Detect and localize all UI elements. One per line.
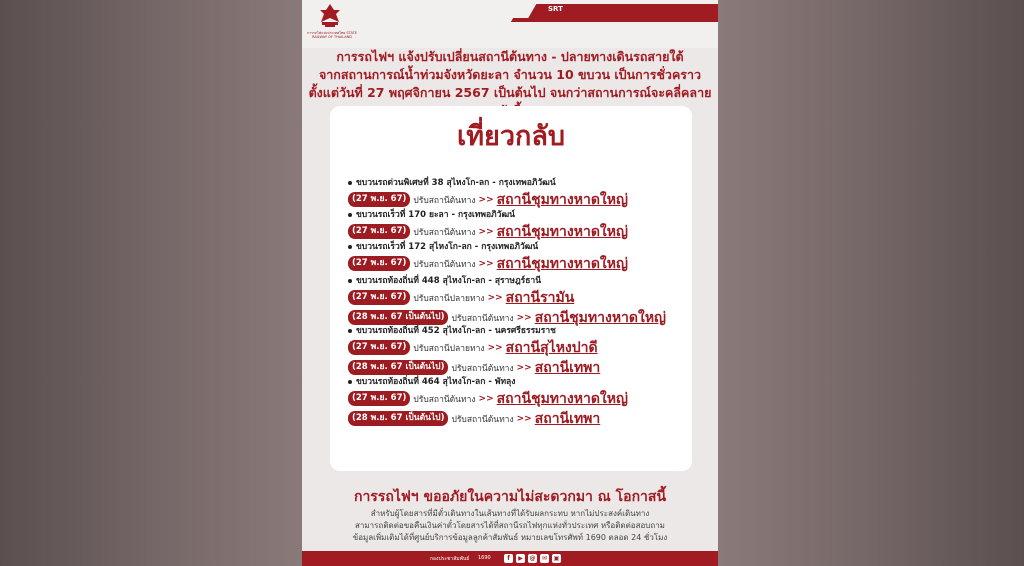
note-line: สามารถติดต่อขอคืนเงินค่าตั๋วโดยสารได้ที่สถานีรถไฟทุกแห่งทั่วประเทศ หรือติดต่อสอบถาม xyxy=(355,521,665,530)
date-pill: (28 พ.ย. 67 เป็นต้นไป) xyxy=(348,310,448,325)
route-change xyxy=(348,222,688,241)
route-title: ขบวนรถเร็วที่ 170 ยะลา - กรุงเทพอภิวัฒน์ xyxy=(348,210,688,221)
station-name: สถานีสุไหงปาดี xyxy=(505,339,598,356)
arrow-icon: >> xyxy=(516,362,532,373)
date-pill: (28 พ.ย. 67 เป็นต้นไป) xyxy=(348,360,448,375)
date-pill: (27 พ.ย. 67) xyxy=(348,192,410,207)
logo-caption: การรถไฟแห่งประเทศไทย STATE RAILWAY OF THAILAND xyxy=(307,31,357,39)
route-item xyxy=(348,178,688,209)
station-name: สถานีชุมทางหาดใหญ่ xyxy=(534,309,666,326)
note-line: ข้อมูลเพิ่มเติมได้ที่ศูนย์บริการข้อมูลลูกค้าสัมพันธ์ หมายเลขโทรศัพท์ 1690 ตลอด 24 ชั่วโมง xyxy=(352,533,668,542)
arrow-icon: >> xyxy=(487,342,503,353)
change-label: ปรับสถานีต้นทาง xyxy=(451,414,514,425)
route-title: ขบวนรถท้องถิ่นที่ 464 สุไหงโก-ลก - พัทลุง xyxy=(348,377,688,388)
footer-hotline: 1690 xyxy=(478,555,491,561)
route-change xyxy=(348,190,688,209)
station-name: สถานีชุมทางหาดใหญ่ xyxy=(496,390,628,407)
date-pill: (27 พ.ย. 67) xyxy=(348,340,410,355)
announcement-poster xyxy=(302,0,718,566)
header-stripe-thin xyxy=(511,18,718,22)
route-title: ขบวนรถด่วนพิเศษที่ 38 สุไหงโก-ลก - กรุงเทพอภิวัฒน์ xyxy=(348,178,688,189)
apology-text: การรถไฟฯ ขออภัยในความไม่สะดวกมา ณ โอกาสนี้ xyxy=(353,489,667,505)
change-label: ปรับสถานีต้นทาง xyxy=(413,259,476,270)
station-name: สถานีเทพา xyxy=(534,359,601,376)
route-item xyxy=(348,276,688,327)
change-label: ปรับสถานีต้นทาง xyxy=(413,394,476,405)
arrow-icon: >> xyxy=(487,292,503,303)
youtube-icon[interactable]: ▶ xyxy=(516,554,525,563)
route-title: ขบวนรถเร็วที่ 172 สุไหงโก-ลก - กรุงเทพอภิวัฒน์ xyxy=(348,242,688,253)
header-line: การรถไฟฯ แจ้งปรับเปลี่ยนสถานีต้นทาง - ปลายทางเดินรถสายใต้ xyxy=(336,49,684,64)
route-change xyxy=(348,308,688,327)
mail-icon[interactable]: ✉ xyxy=(541,555,548,562)
station-name: สถานีเทพา xyxy=(534,410,601,427)
date-pill: (27 พ.ย. 67) xyxy=(348,290,410,305)
qr-code-icon[interactable]: ▣ xyxy=(553,555,560,562)
route-item xyxy=(348,326,688,377)
facebook-icon[interactable]: f xyxy=(504,554,513,563)
station-name: สถานีชุมทางหาดใหญ่ xyxy=(496,191,628,208)
date-pill: (27 พ.ย. 67) xyxy=(348,224,410,239)
header-line: ตั้งแต่วันที่ 27 พฤศจิกายน 2567 เป็นต้นไป จนกว่าสถานการณ์จะคลี่คลาย xyxy=(308,85,712,100)
change-label: ปรับสถานีต้นทาง xyxy=(451,313,514,324)
arrow-icon: >> xyxy=(516,413,532,424)
card-title: เที่ยวกลับ xyxy=(456,121,566,152)
arrow-icon: >> xyxy=(478,258,494,269)
poster-topbar xyxy=(302,0,718,48)
footer-text: กองประชาสัมพันธ์ xyxy=(430,556,470,562)
route-change xyxy=(348,338,688,357)
change-label: ปรับสถานีต้นทาง xyxy=(413,195,476,206)
srt-logo-icon xyxy=(316,2,344,30)
station-name: สถานีชุมทางหาดใหญ่ xyxy=(496,223,628,240)
change-label: ปรับสถานีต้นทาง xyxy=(413,227,476,238)
route-change xyxy=(348,288,688,307)
date-pill: (27 พ.ย. 67) xyxy=(348,391,410,406)
route-change xyxy=(348,389,688,408)
route-item xyxy=(348,210,688,241)
route-title: ขบวนรถท้องถิ่นที่ 452 สุไหงโก-ลก - นครศรีธรรมราช xyxy=(348,326,688,337)
station-name: สถานีชุมทางหาดใหญ่ xyxy=(496,255,628,272)
arrow-icon: >> xyxy=(478,194,494,205)
refund-note xyxy=(338,508,682,544)
arrow-icon: >> xyxy=(478,393,494,404)
date-pill: (28 พ.ย. 67 เป็นต้นไป) xyxy=(348,411,448,426)
line-icon[interactable]: @ xyxy=(529,555,536,562)
srt-tag: SRT xyxy=(548,5,563,13)
route-change xyxy=(348,358,688,377)
social-icons xyxy=(504,554,561,563)
date-pill: (27 พ.ย. 67) xyxy=(348,256,410,271)
arrow-icon: >> xyxy=(478,226,494,237)
station-name: สถานีรามัน xyxy=(505,289,575,306)
change-label: ปรับสถานีปลายทาง xyxy=(413,343,485,354)
route-change xyxy=(348,409,688,428)
route-item xyxy=(348,377,688,428)
arrow-icon: >> xyxy=(516,312,532,323)
poster-footer xyxy=(302,551,718,566)
return-trip-card xyxy=(330,106,692,471)
change-label: ปรับสถานีปลายทาง xyxy=(413,293,485,304)
change-label: ปรับสถานีต้นทาง xyxy=(451,363,514,374)
note-line: สำหรับผู้โดยสารที่มีตั๋วเดินทางในเส้นทางที่ได้รับผลกระทบ หากไม่ประสงค์เดินทาง xyxy=(370,509,650,518)
route-item xyxy=(348,242,688,273)
route-title: ขบวนรถท้องถิ่นที่ 448 สุไหงโก-ลก - สุราษฎร์ธานี xyxy=(348,276,688,287)
route-change xyxy=(348,254,688,273)
header-line: จากสถานการณ์น้ำท่วมจังหวัดยะลา จำนวน 10 ขบวน เป็นการชั่วคราว xyxy=(318,67,702,82)
